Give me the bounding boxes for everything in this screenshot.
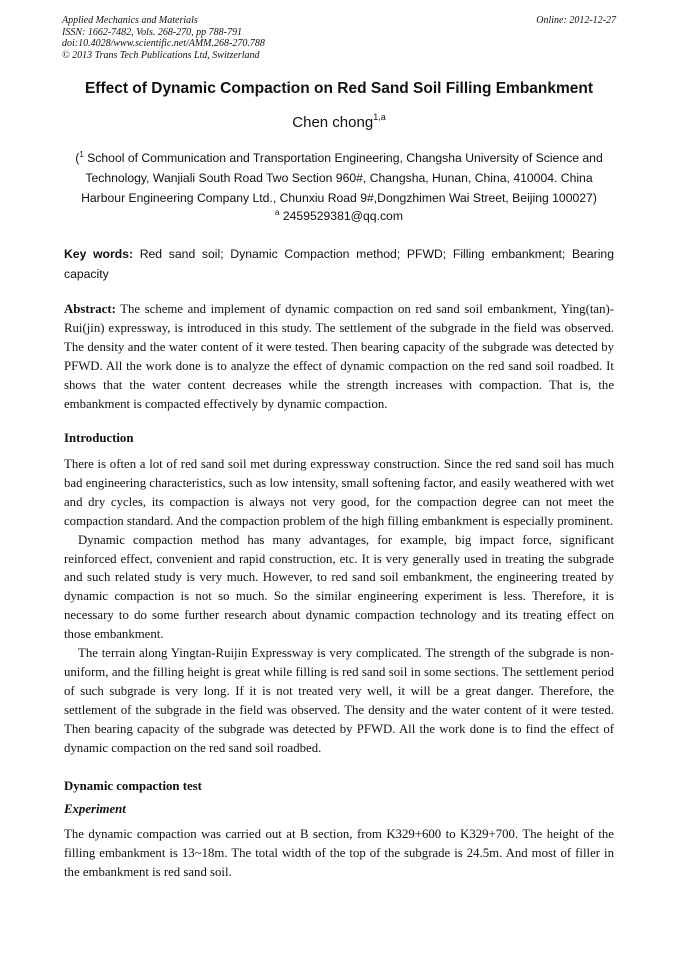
paper-title: Effect of Dynamic Compaction on Red Sand Soil Filling Embankment (84, 80, 594, 97)
author-sup: 1,a (373, 112, 386, 122)
intro-paragraph: The terrain along Yingtan-Ruijin Expressway is very complicated. The strength of the subgrade is non-uniform, and the filling height is great while filling is red sand soil in some sections. The settlement period of such subgrade is very long. If it is not treated very well, it will be a great danger. Therefore, the settlement of the subgrade in the field was observed. The density and the water content of it were tested. Then bearing capacity of the subgrade was detected by PFWD. All the work done is to find the effect of dynamic compaction on the red sand soil roadbed. (64, 646, 614, 755)
copyright-line: © 2013 Trans Tech Publications Ltd, Switzerland (62, 49, 260, 61)
doi-line[interactable]: doi:10.4028/www.scientific.net/AMM.268-270.788 (62, 38, 265, 49)
keywords-text: Red sand soil; Dynamic Compaction method; PFWD; Filling embankment; Bearing capacity (64, 247, 614, 281)
abstract-text: The scheme and implement of dynamic compaction on red sand soil embankment, Ying(tan)-Rui(jin) expressway, is introduced in this study. The settlement of the subgrade in the field was observed. The density and the water content of it were tested. Then bearing capacity of the subgrade was detected by PFWD. All the work done is to analyze the effect of dynamic compaction on the red sand soil roadbed. It shows that the water content decreases while the strength increases with compaction. That is, the embankment is compacted effectively by dynamic compaction. (64, 302, 614, 411)
author-name: Chen chong (292, 114, 374, 131)
introduction-heading: Introduction (64, 431, 134, 445)
journal-name: Applied Mechanics and Materials (62, 15, 198, 26)
abstract (64, 300, 614, 413)
abstract-label: Abstract: (64, 302, 116, 316)
experiment-paragraph: The dynamic compaction was carried out at B section, from K329+600 to K329+700. The height of the filling embankment is 13~18m. The total width of the top of the subgrade is 24.5m. And most of filler in the embankment is red sand soil. (64, 827, 614, 879)
email-address[interactable]: 2459529381@qq.com (282, 209, 403, 223)
introduction-body (64, 455, 614, 758)
intro-paragraph: Dynamic compaction method has many advantages, for example, big impact force, significant reinforced effect, convenient and rapid construction, etc. It is very generally used in treating the subgrade and such related study is very much. However, to red sand soil embankment, the engineering treated by dynamic compaction is not so much. So the similar engineering experiment is less. Therefore, it is necessary to do some further research about dynamic compaction technology and its treating effect on those embankment. (64, 532, 614, 642)
affiliation-text: School of Communication and Transportation Engineering, Changsha University of Science and Technology, Wanjiali South Road Two Section 960#, Changsha, Hunan, China, 410004. China Harbour Engineering Company Ltd., Chunxiu Road 9#,Dongzhimen Wai Street, Beijing 100027) (81, 151, 603, 205)
keywords (64, 245, 614, 284)
affiliation-sup: 1 (79, 150, 84, 159)
email-line (30, 206, 648, 226)
online-date: Online: 2012-12-27 (536, 15, 616, 26)
issn-line: ISSN: 1662-7482, Vols. 268-270, pp 788-791 (62, 26, 242, 38)
email-sup: a (275, 208, 280, 217)
experiment-body (64, 825, 614, 882)
intro-paragraph: There is often a lot of red sand soil met during expressway construction. Since the red sand soil has much bad engineering characteristics, such as low intensity, small softening factor, and easily weathered with wet and dry cycles, its compaction is always not very good, for the compaction degree can not meet the compaction standard. And the compaction problem of the high filling embankment is especially prominent. (64, 457, 614, 528)
author-line (30, 113, 648, 133)
keywords-label: Key words: (64, 247, 134, 261)
affiliation: ($^1$ School of Communication and Transportation Engineering, Changsha University of Science and Technology, Wanjiali South Road Two Section 960#, Changsha, Hunan, China, 410004. China Harbour Engineering Company Ltd., Chunxiu Road 9#,Dongzhimen Wai Street, Beijing 100027) (75, 150, 603, 205)
journal-meta (62, 15, 265, 61)
dynamic-test-heading: Dynamic compaction test (64, 779, 202, 793)
experiment-subheading: Experiment (64, 802, 126, 816)
